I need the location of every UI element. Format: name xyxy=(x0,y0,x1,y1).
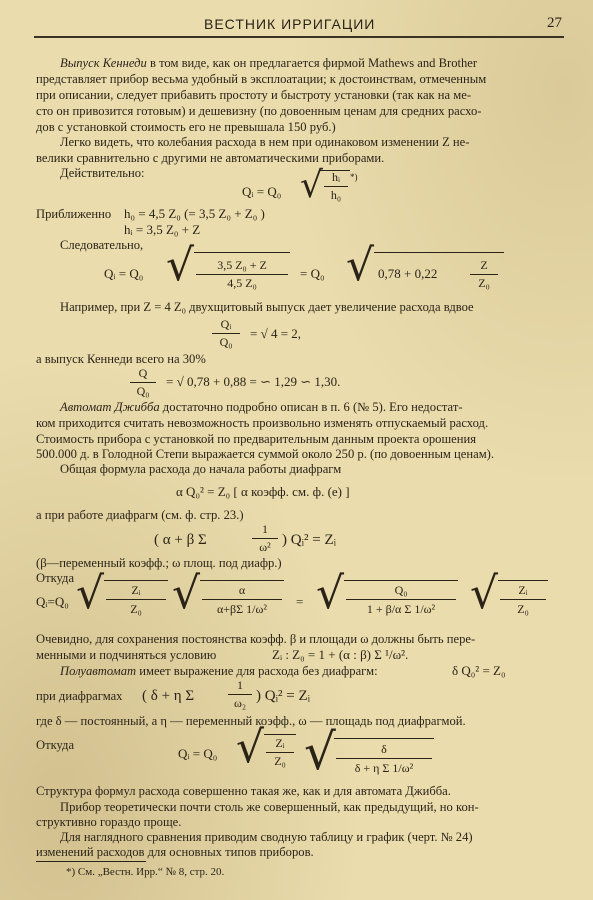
fraction-den: Q₀ xyxy=(219,335,233,349)
fraction-den: 4,5 Z₀ xyxy=(227,276,257,290)
text-line: изменений расходов для основных типов приборов. xyxy=(36,845,314,859)
radical-bar xyxy=(200,580,284,581)
text-line: а выпуск Кеннеди всего на 30% xyxy=(36,352,206,366)
footnote-divider xyxy=(36,861,146,862)
fraction-den: Q₀ xyxy=(136,384,150,398)
text-line: при диафрагмах xyxy=(36,689,123,703)
fraction-den: ω₂ xyxy=(233,696,247,710)
fraction-num: Qᵢ xyxy=(220,317,232,331)
sqrt-sign: √ xyxy=(300,165,323,206)
fraction-bar xyxy=(500,599,546,600)
fraction-num: Zᵢ xyxy=(131,583,141,597)
text-line: Прибор теоретически почти столь же совершенный, как предыдущий, но кон- xyxy=(60,800,479,814)
footnote: *) См. „Вестн. Ирр.“ № 8, стр. 20. xyxy=(66,866,225,878)
fraction-den: 1 + β/α Σ 1/ω² xyxy=(366,602,436,616)
formula: Zᵢ : Z₀ = 1 + (α : β) Σ ¹/ω². xyxy=(272,647,409,662)
fraction-num: Zᵢ xyxy=(518,583,528,597)
text-line: Стоимость прибора с установкой по предварительным данным проекта орошения xyxy=(36,432,477,446)
fraction-num: Q₀ xyxy=(394,583,408,597)
fraction-bar xyxy=(346,599,456,600)
formula-lhs: Qᵢ = Q₀ xyxy=(242,184,282,199)
sqrt-sign: √ xyxy=(304,723,336,781)
sqrt-sign: √ xyxy=(470,568,499,619)
formula-lhs: Qᵢ = Q₀ xyxy=(178,746,218,761)
text-line: Структура формул расхода совершенно такая же, как и для автомата Джибба. xyxy=(36,784,451,798)
text-line: Откуда xyxy=(36,738,75,752)
text-line: Для наглядного сравнения приводим сводную таблицу и график (черт. № 24) xyxy=(60,830,473,844)
text-line: ком приходится считать невозможность произвольно изменять отпускаемый расход. xyxy=(36,416,489,430)
fraction-num: Z xyxy=(480,258,488,272)
sqrt-sign: √ xyxy=(166,240,195,291)
fraction-bar xyxy=(252,538,278,539)
fraction-num: α xyxy=(238,583,246,597)
formula-lhs: Qᵢ=Q₀ xyxy=(36,594,69,609)
fraction-num: 1 xyxy=(262,522,268,536)
text-line: менными и подчиняться условию xyxy=(36,648,217,662)
text-line: Следовательно, xyxy=(60,238,144,252)
formula: ( δ + η Σ xyxy=(142,688,195,704)
fraction-bar xyxy=(130,382,156,383)
formula: = Q₀ xyxy=(300,266,325,281)
fraction-bar xyxy=(228,694,252,695)
radical-bar xyxy=(104,580,168,581)
text-line: дов с установкой стоимость его не превышала 150 руб.) xyxy=(36,120,336,134)
sqrt-sign: √ xyxy=(76,568,105,619)
fraction-den: Z₀ xyxy=(274,754,286,768)
radical-bar xyxy=(374,252,504,253)
formula: α Q₀² = Z₀ [ α коэфф. см. ф. (e) ] xyxy=(176,484,350,499)
formula: = xyxy=(296,594,304,609)
radical-bar xyxy=(334,738,434,739)
formula: 0,78 + 0,22 xyxy=(378,266,438,281)
fraction-bar xyxy=(202,599,282,600)
fraction-den: α+βΣ 1/ω² xyxy=(217,602,267,616)
text-line: Например, при Z = 4 Z₀ двухщитовый выпуск дает увеличение расхода вдвое xyxy=(60,300,474,314)
radical-bar xyxy=(194,252,290,253)
text-line: при описании, следует прибавить простоту и быстроту установки (так как на ме- xyxy=(36,88,472,102)
fraction-den: δ + η Σ 1/ω² xyxy=(354,761,414,775)
fraction-bar xyxy=(470,274,498,275)
formula: ) Qᵢ² = Zᵢ xyxy=(256,688,311,704)
fraction-bar xyxy=(196,274,288,275)
formula: = √ 0,78 + 0,88 = ∽ 1,29 ∽ 1,30. xyxy=(166,374,341,389)
formula-lhs: Qᵢ = Q₀ xyxy=(104,266,144,281)
fraction-bar xyxy=(336,758,432,759)
fraction-den: Z₀ xyxy=(130,602,142,616)
sqrt-sign: √ xyxy=(236,722,265,773)
running-header xyxy=(34,14,564,38)
fraction-num: hᵢ xyxy=(332,170,340,184)
fraction-num: 3,5 Z₀ + Z xyxy=(217,258,267,272)
sqrt-sign: √ xyxy=(346,240,375,291)
text-line: представляет прибор весьма удобный в эксплоатации; к достоинствам, отмеченным xyxy=(36,72,487,86)
text-line: Откуда xyxy=(36,571,75,585)
formula: = √ 4 = 2, xyxy=(250,326,302,341)
text-line: 500.000 д. в Голодной Степи выражается суммой около 250 р. (по довоенным ценам). xyxy=(36,447,495,461)
text-line: Легко видеть, что колебания расхода в нем при одинаковом изменении Z не- xyxy=(60,135,470,149)
formula: ) Qᵢ² = Zᵢ xyxy=(282,532,337,548)
formula: hᵢ = 3,5 Z₀ + Z xyxy=(124,222,201,237)
text-line: сто он привозится готовым) и дешевизну (по довоенным ценам для средних расхо- xyxy=(36,104,482,118)
formula: δ Q₀² = Z₀ xyxy=(452,663,506,678)
journal-title: ВЕСТНИК ИРРИГАЦИИ xyxy=(204,16,376,32)
radical-bar xyxy=(498,580,548,581)
fraction-num: δ xyxy=(381,742,387,756)
radical-bar xyxy=(344,580,458,581)
fraction-num: 1 xyxy=(237,678,243,692)
text-line: Общая формула расхода до начала работы диафрагм xyxy=(60,462,342,476)
radical-bar xyxy=(264,734,296,735)
text-line: Действительно: xyxy=(60,166,145,180)
sqrt-sign: √ xyxy=(316,568,345,619)
fraction-num: Zᵢ xyxy=(275,736,285,750)
fraction-den: Z₀ xyxy=(517,602,529,616)
text-line: где δ — постоянный, а η — переменный коэфф., ω — площадь под диафрагмой. xyxy=(36,714,466,728)
text-line: а при работе диафрагм (см. ф. стр. 23.) xyxy=(36,508,244,522)
text-line: (β—переменный коэфф.; ω площ. под диафр.) xyxy=(36,556,282,570)
fraction-bar xyxy=(212,333,240,334)
text-line: Выпуск Кеннеди в том виде, как он предлагается фирмой Mathews and Brother xyxy=(60,56,478,70)
text-line: велики сравнительно с другими не автоматическими приборами. xyxy=(36,151,385,165)
text-line: структивно гораздо проще. xyxy=(36,815,182,829)
fraction-bar xyxy=(266,752,294,753)
fraction-bar xyxy=(324,186,348,187)
fraction-den: h₀ xyxy=(330,188,342,202)
text-line: Полуавтомат имеет выражение для расхода без диафрагм: xyxy=(60,664,378,678)
page-number: 27 xyxy=(547,15,562,31)
formula: ( α + β Σ xyxy=(154,532,207,548)
text-line: Приближенно xyxy=(36,207,112,221)
text-line: Очевидно, для сохранения постоянства коэфф. β и площади ω должны быть пере- xyxy=(36,632,476,646)
text-line: Автомат Джибба достаточно подробно описан в п. 6 (№ 5). Его недостат- xyxy=(60,400,463,414)
fraction-bar xyxy=(106,599,166,600)
sqrt-sign: √ xyxy=(172,568,201,619)
footnote-mark: *) xyxy=(350,172,358,182)
formula: h₀ = 4,5 Z₀ (= 3,5 Z₀ + Z₀ ) xyxy=(124,206,265,221)
fraction-den: Z₀ xyxy=(478,276,490,290)
fraction-den: ω² xyxy=(259,540,271,554)
fraction-num: Q xyxy=(138,366,148,380)
